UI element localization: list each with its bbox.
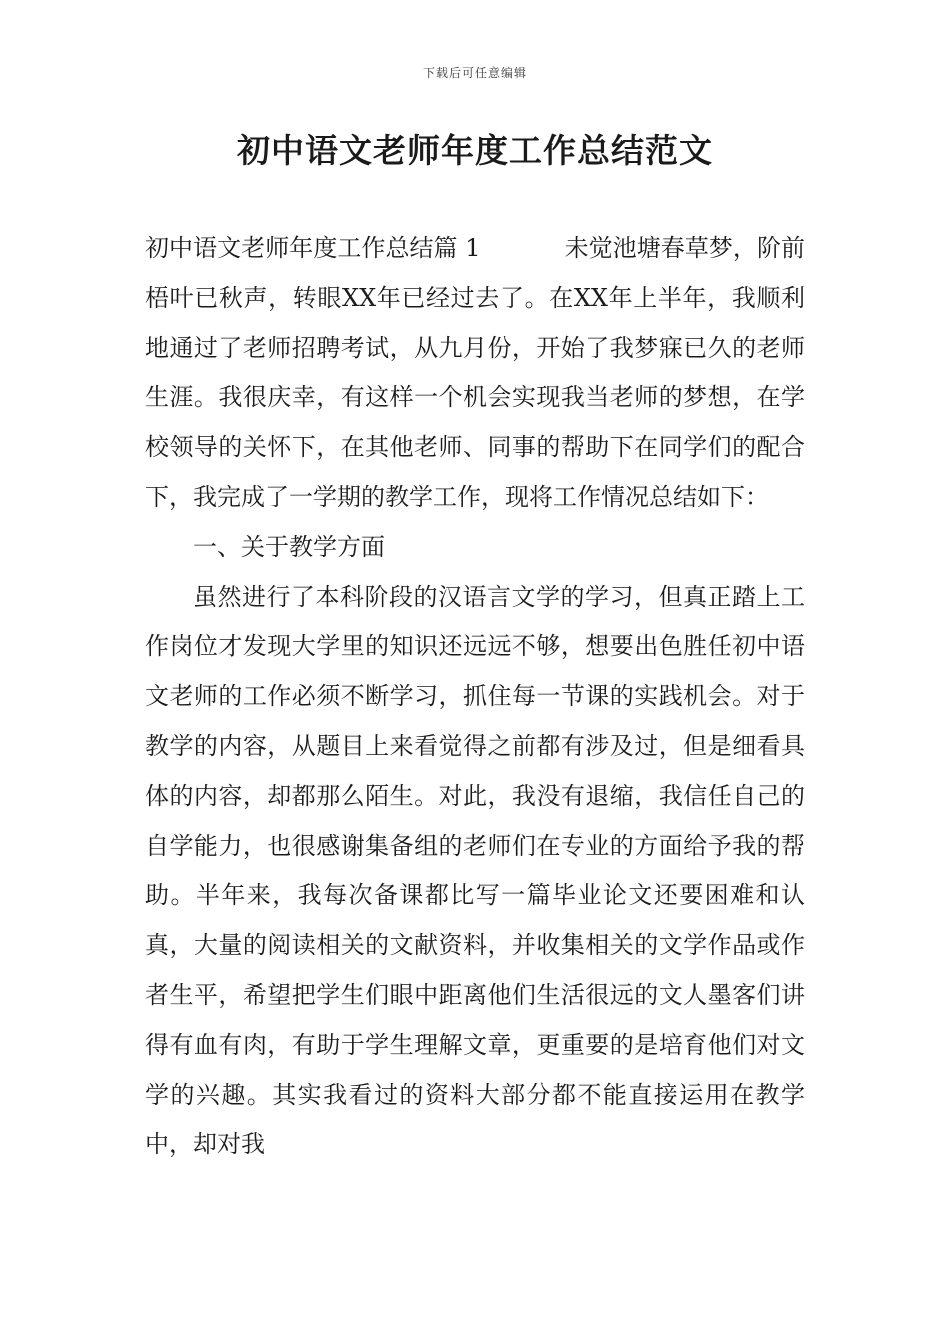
section-heading: 一、关于教学方面 — [193, 532, 385, 561]
header-note: 下载后可任意编辑 — [422, 66, 527, 80]
body-paragraph: 虽然进行了本科阶段的汉语言文学的学习，但真正踏上工作岗位才发现大学里的知识还远远不够，想要出色胜任初中语文老师的工作必须不断学习，抓住每一节课的实践机会。对于教学的内容，从题目上来看觉得之前都有涉及过，但是细看具体的内容，却都那么陌生。对此，我没有退缩，我信任自己的自学能力，也很感谢集备组的老师们在专业的方面给予我的帮助。半年来，我每次备课都比写一篇毕业论文还要困难和认真，大量的阅读相关的文献资料，并收集相关的文学作品或作者生平，希望把学生们眼中距离他们生活很远的文人墨客们讲得有血有肉，有助于学生理解文章，更重要的是培育他们对文学的兴趣。其实我看过的资料大部分都不能直接运用在教学中，却对我 — [145, 582, 805, 1159]
intro-text: 未觉池塘春草梦，阶前梧叶已秋声，转眼XX年已经过去了。在XX年上半年，我顺利地通过了老师招聘考试，从九月份，开始了我梦寐已久的老师生涯。我很庆幸，有这样一个机会实现我当老师的梦想，在学校领导的关怀下，在其他老师、同事的帮助下在同学们的配合下，我完成了一学期的教学工作，现将工作情况总结如下： — [145, 234, 806, 511]
document-body — [145, 224, 805, 1170]
intro-paragraph — [145, 224, 805, 523]
document-title: 初中语文老师年度工作总结范文 — [237, 131, 713, 170]
article-subtitle: 初中语文老师年度工作总结篇 1 — [145, 234, 481, 262]
